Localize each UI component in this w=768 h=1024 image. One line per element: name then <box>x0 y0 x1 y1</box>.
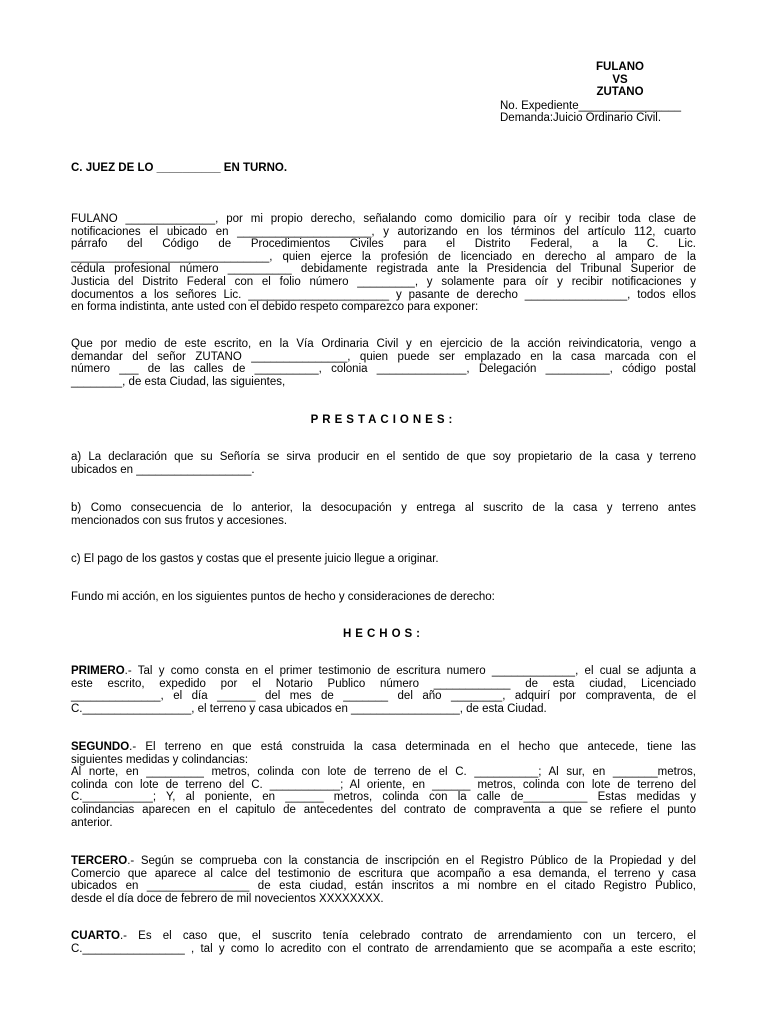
paragraph-line: Que por medio de este escrito, en la Vía Ordinaria Civil y en ejercicio de la acción reivindicatoria, vengo a <box>71 338 696 350</box>
paragraph-line: ubicados en __________________. <box>71 463 255 476</box>
paragraph-line: C.________________ , tal y como lo acredito con el contrato de arrendamiento que se acompaña a este escrito; <box>71 942 696 955</box>
paragraph-line: párrafo del Código de Procedimientos Civiles para el Distrito Federal, a la C. Lic. <box>71 238 696 251</box>
paragraph-line: ubicados en ________________ de esta ciudad, están inscritos a mi nombre en el citado Registro Publico, <box>71 880 696 893</box>
paragraph-line: en forma indistinta, ante usted con el debido respeto comparezco para exponer: <box>71 301 479 314</box>
hechos-heading: HECHOS: <box>342 628 425 640</box>
hecho-label: PRIMERO <box>71 665 125 677</box>
paragraph-line: demandar del señor ZUTANO _______________, quien puede ser emplazado en la casa marcada con el <box>71 350 696 363</box>
paragraph-line: C.___________; Y, al poniente, en ______ metros, colinda con la calle de__________ Estas medidas y <box>71 791 696 804</box>
case-demanda-type: Demanda:Juicio Ordinario Civil. <box>500 112 662 124</box>
hecho-label: SEGUNDO <box>71 741 130 753</box>
prestacion-a <box>71 451 696 476</box>
paragraph-line: Justicia del Distrito Federal con el folio número _________, y solamente para oír y recibir notificaciones y <box>71 275 696 288</box>
paragraph-line: mencionados con sus frutos y accesiones. <box>71 514 288 527</box>
paragraph-line: PRIMERO.- Tal y como consta en el primer testimonio de escritura numero _____________, el cual se adjunta a <box>71 665 696 677</box>
paragraph-line: Comercio que aparece al calce del testimonio de escritura que acompaño a esa demanda, el terreno y casa <box>71 867 696 880</box>
paragraph-line: TERCERO.- Según se comprueba con la constancia de inscripción en el Registro Público de la Propiedad y del <box>71 855 696 867</box>
paragraph-line: documentos a los señores Lic. ______________________ y pasante de derecho ________________, todos ellos <box>71 288 696 301</box>
paragraph-line: CUARTO.- Es el caso que, el suscrito tenía celebrado contrato de arrendamiento con un tercero, el <box>71 930 696 942</box>
paragraph-line: _______________________________, quien ejerce la profesión de licenciado en derecho al amparo de la <box>71 250 696 263</box>
paragraph-line: FULANO ______________, por mi propio derecho, señalando como domicilio para oír y recibir toda clase de <box>71 213 696 225</box>
paragraph-line: siguientes medidas y colindancias: <box>71 753 249 766</box>
hecho-label: CUARTO <box>71 930 120 942</box>
paragraph-line: b) Como consecuencia de lo anterior, la desocupación y entrega al suscrito de la casa y terreno antes <box>71 502 696 514</box>
paragraph-line: SEGUNDO.- El terreno en que está construida la casa determinada en el hecho que antecede, tiene las <box>71 741 696 753</box>
hecho-label: TERCERO <box>71 855 128 867</box>
prestaciones-heading: PRESTACIONES: <box>310 414 457 426</box>
case-caption <box>590 61 650 99</box>
intro-paragraph <box>71 213 696 314</box>
versus-label: VS <box>612 73 628 86</box>
paragraph-line: desde el día doce de febrero de mil novecientos XXXXXXXX. <box>71 892 384 905</box>
prestacion-c: c) El pago de los gastos y costas que el presente juicio llegue a originar. <box>71 553 439 565</box>
paragraph-line: este escrito, expedido por el Notario Publico número ____________ de esta ciudad, Licenciado <box>71 677 696 690</box>
paragraph-line: colindancias aparecen en el capitulo de antecedentes del contrato de compraventa a que se refiere el punto <box>71 803 696 816</box>
case-expediente: No. Expediente________________ <box>500 100 681 112</box>
paragraph-line: a) La declaración que su Señoría se sirva producir en el sentido de que soy propietario de la casa y terreno <box>71 451 696 463</box>
demand-paragraph <box>71 338 696 388</box>
hecho-primero <box>71 665 696 715</box>
defendant-name: ZUTANO <box>596 86 644 98</box>
paragraph-line: notificaciones el ubicado en _____________________, y autorizando en los términos del artículo 112, cuarto <box>71 225 696 238</box>
plaintiff-name: FULANO <box>596 61 644 73</box>
hecho-segundo <box>71 741 696 829</box>
prestacion-b <box>71 502 696 527</box>
paragraph-line: Al norte, en _________ metros, colinda con lote de terreno de el C. __________; Al sur, en _______metros, <box>71 766 696 779</box>
fundamento-line: Fundo mi acción, en los siguientes puntos de hecho y consideraciones de derecho: <box>71 591 495 603</box>
hecho-cuarto <box>71 930 696 955</box>
paragraph-line: ________, de esta Ciudad, las siguientes, <box>71 375 286 388</box>
paragraph-line: ______________, el día ______ del mes de _______ del año ________, adquirí por compraventa, de el <box>71 690 696 703</box>
paragraph-line: cédula profesional número __________ debidamente registrada ante la Presidencia del Tribunal Superior de <box>71 263 696 276</box>
paragraph-line: anterior. <box>71 816 113 829</box>
paragraph-line: número ___ de las calles de __________, colonia ______________, Delegación __________, código postal <box>71 363 696 376</box>
paragraph-line: colinda con lote de terreno del C. ___________; Al oriente, en ______ metros, colinda con lote de terreno del <box>71 778 696 791</box>
hecho-tercero <box>71 855 696 905</box>
paragraph-line: C._________________, el terreno y casa ubicados en _________________, de esta Ciudad. <box>71 702 547 715</box>
addressee: C. JUEZ DE LO __________ EN TURNO. <box>71 162 288 174</box>
